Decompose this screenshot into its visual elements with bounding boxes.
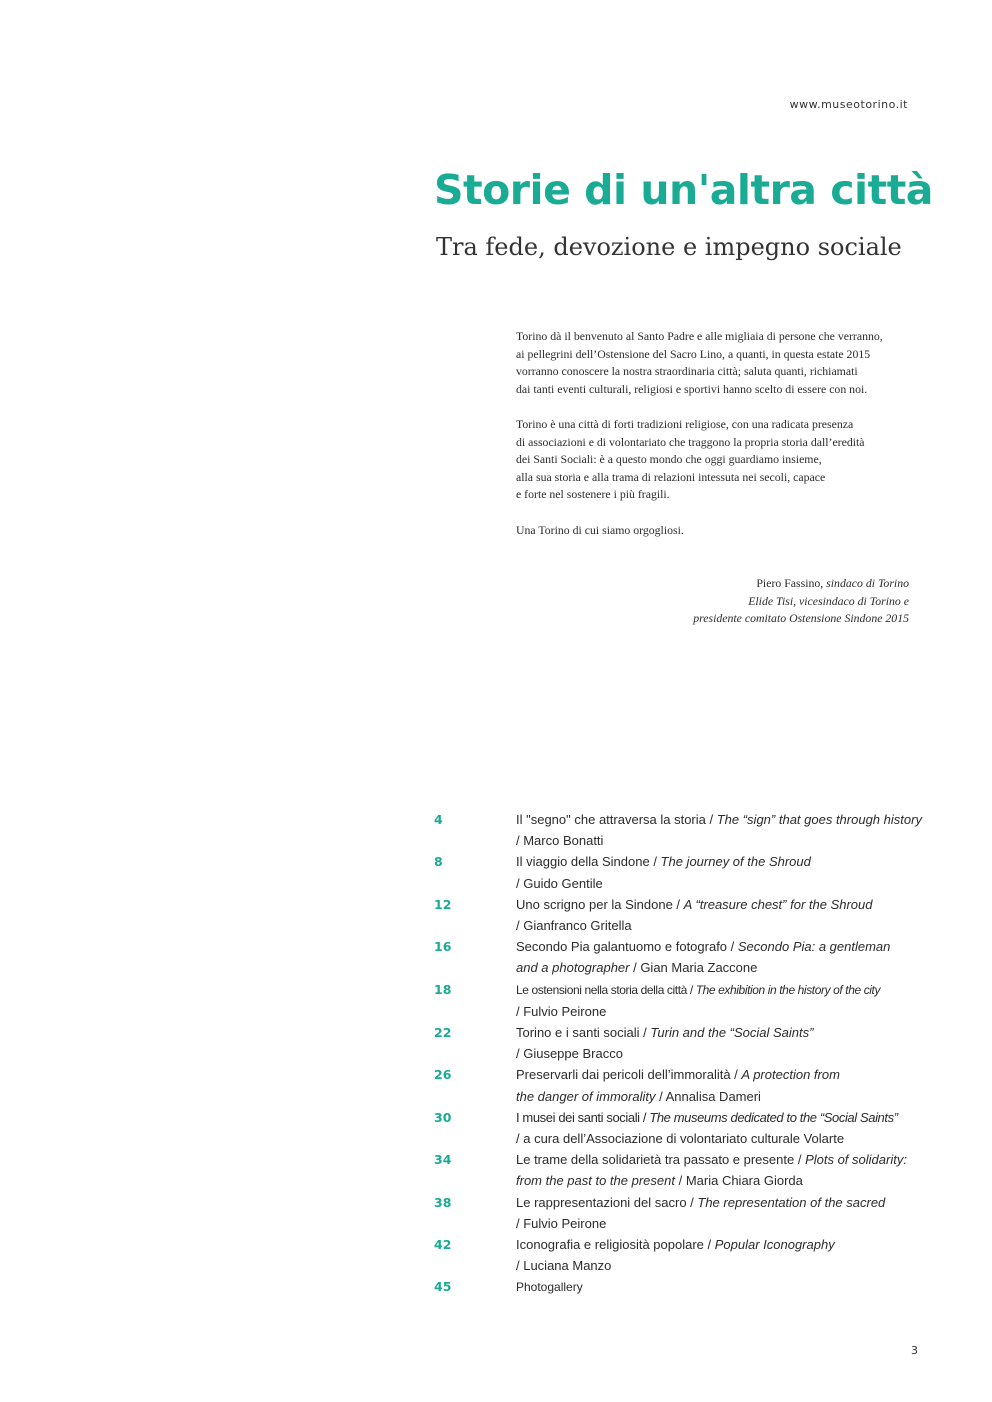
toc-entry-text: Secondo Pia galantuomo e fotografo / Secondo Pia: a gentleman and a photographer / Gian Maria Zaccone xyxy=(516,939,891,976)
toc-page-number: 16 xyxy=(434,939,452,955)
toc-entry[interactable] xyxy=(434,1192,914,1234)
website-url: www.museotorino.it xyxy=(789,98,908,111)
toc-entry-text: Le rappresentazioni del sacro / The representation of the sacred / Fulvio Peirone xyxy=(516,1194,886,1231)
intro-paragraph-2: Torino è una città di forti tradizioni religiose, con una radicata presenza di associazioni e di volontariato che traggono la propria storia dall’eredità dei Santi Sociali: è a questo mondo che oggi guardiamo insieme, alla sua storia e alla trama di relazioni intessuta nei secoli, capace e forte nel sostenere i più fragili. xyxy=(516,416,865,502)
intro-text xyxy=(516,328,916,557)
toc-entry-text: I musei dei santi sociali / The museums dedicated to the “Social Saints” / a cura dell’Associazione di volontariato culturale Volarte xyxy=(516,1109,898,1147)
toc-entry[interactable] xyxy=(434,1276,914,1298)
toc-page-number: 8 xyxy=(434,854,443,870)
toc-page-number: 42 xyxy=(434,1237,452,1253)
page-subtitle: Tra fede, devozione e impegno sociale xyxy=(436,233,902,261)
toc-entry-text: Photogallery xyxy=(516,1280,583,1295)
toc-page-number: 22 xyxy=(434,1025,452,1041)
toc-entry[interactable] xyxy=(434,894,914,936)
toc-page-number: 45 xyxy=(434,1279,452,1295)
toc-entry[interactable] xyxy=(434,851,914,893)
signature-role: sindaco di Torino xyxy=(823,576,909,590)
toc-entry-text: Preservarli dai pericoli dell’immoralità / A protection from the danger of immorality / Annalisa Dameri xyxy=(516,1067,840,1104)
toc-page-number: 30 xyxy=(434,1109,452,1125)
toc-entry-text: Il viaggio della Sindone / The journey of the Shroud / Guido Gentile xyxy=(516,854,811,891)
table-of-contents xyxy=(434,809,922,1299)
toc-page-number: 26 xyxy=(434,1067,452,1083)
toc-entry[interactable] xyxy=(434,1107,914,1149)
toc-entry[interactable] xyxy=(434,1149,914,1191)
toc-entry[interactable] xyxy=(434,809,922,851)
toc-entry-text: Le ostensioni nella storia della città / The exhibition in the history of the city / Fulvio Peirone xyxy=(516,982,881,1019)
toc-entry-text: Iconografia e religiosità popolare / Popular Iconography / Luciana Manzo xyxy=(516,1237,835,1274)
toc-entry[interactable] xyxy=(434,1234,914,1276)
toc-entry[interactable] xyxy=(434,1022,914,1064)
toc-entry-text: Le trame della solidarietà tra passato e presente / Plots of solidarity: from the past to the present / Maria Chiara Giorda xyxy=(516,1152,907,1189)
signature-line-1 xyxy=(693,575,909,593)
toc-page-number: 4 xyxy=(434,812,443,827)
page-number: 3 xyxy=(911,1344,918,1357)
toc-entry-text: Uno scrigno per la Sindone / A “treasure chest” for the Shroud / Gianfranco Gritella xyxy=(516,896,873,934)
toc-page-number: 18 xyxy=(434,981,452,997)
toc-page-number: 12 xyxy=(434,896,452,912)
signature-line-3: presidente comitato Ostensione Sindone 2015 xyxy=(693,611,909,626)
page-title: Storie di un'altra città xyxy=(434,166,933,214)
toc-page-number: 38 xyxy=(434,1194,452,1210)
signature-name: Piero Fassino, xyxy=(756,576,824,590)
signature-line-2: Elide Tisi, vicesindaco di Torino e xyxy=(748,593,909,608)
toc-entry[interactable] xyxy=(434,979,914,1022)
intro-paragraph-1: Torino dà il benvenuto al Santo Padre e alle migliaia di persone che verranno, ai pellegrini dell’Ostensione del Sacro Lino, a quanti, in questa estate 2015 vorranno conoscere la nostra straordinaria città; saluta quanti, richiamati dai tanti eventi culturali, religiosi e sportivi hanno scelto di essere con noi. xyxy=(516,329,883,396)
toc-entry-text: Il "segno" che attraversa la storia / The “sign” that goes through history / Marco Bonatti xyxy=(516,812,922,849)
toc-entry-text: Torino e i santi sociali / Turin and the “Social Saints” / Giuseppe Bracco xyxy=(516,1025,814,1062)
signature-block xyxy=(693,575,909,628)
toc-entry[interactable] xyxy=(434,936,914,978)
toc-page-number: 34 xyxy=(434,1152,452,1168)
toc-entry[interactable] xyxy=(434,1064,914,1106)
intro-paragraph-3: Una Torino di cui siamo orgogliosi. xyxy=(516,522,684,537)
